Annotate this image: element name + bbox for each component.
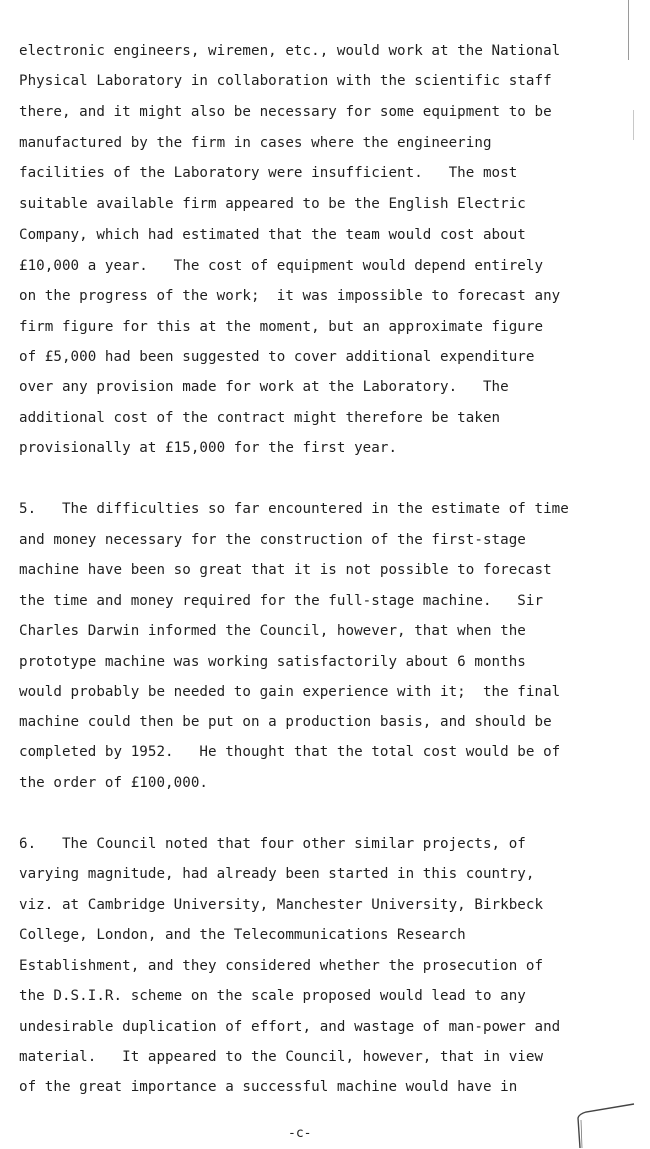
- text-line: machine could then be put on a production basis, and should be: [19, 714, 552, 730]
- text-line: of £5,000 had been suggested to cover additional expenditure: [19, 349, 535, 365]
- text-line: £10,000 a year. The cost of equipment would depend entirely: [19, 258, 544, 274]
- text-line: Company, which had estimated that the team would cost about: [19, 227, 526, 243]
- text-line: Charles Darwin informed the Council, however, that when the: [19, 623, 526, 639]
- text-line: facilities of the Laboratory were insufficient. The most: [19, 165, 518, 181]
- corner-bracket-mark: [572, 1100, 642, 1149]
- text-line: provisionally at £15,000 for the first year.: [19, 440, 398, 456]
- text-line: varying magnitude, had already been started in this country,: [19, 866, 535, 882]
- text-line: suitable available firm appeared to be the English Electric: [19, 196, 526, 212]
- text-line: the D.S.I.R. scheme on the scale proposed would lead to any: [19, 988, 526, 1004]
- text-line: material. It appeared to the Council, however, that in view: [19, 1049, 544, 1065]
- text-line: the order of £100,000.: [19, 775, 209, 791]
- scan-edge-mark: [628, 0, 629, 60]
- text-line: on the progress of the work; it was impossible to forecast any: [19, 288, 561, 304]
- text-line: would probably be needed to gain experience with it; the final: [19, 684, 561, 700]
- text-line: firm figure for this at the moment, but an approximate figure: [19, 319, 544, 335]
- text-line: machine have been so great that it is not possible to forecast: [19, 562, 552, 578]
- text-line: electronic engineers, wiremen, etc., would work at the National: [19, 43, 561, 59]
- text-line: the time and money required for the full-stage machine. Sir: [19, 593, 544, 609]
- text-line: over any provision made for work at the Laboratory. The: [19, 379, 509, 395]
- text-line: College, London, and the Telecommunications Research: [19, 927, 466, 943]
- text-line: completed by 1952. He thought that the total cost would be of: [19, 744, 561, 760]
- text-line: additional cost of the contract might therefore be taken: [19, 410, 501, 426]
- text-line: Establishment, and they considered whether the prosecution of: [19, 958, 544, 974]
- scan-edge-mark: [633, 110, 634, 140]
- text-line: and money necessary for the construction of the first-stage: [19, 532, 526, 548]
- text-line: viz. at Cambridge University, Manchester University, Birkbeck: [19, 897, 544, 913]
- text-line: Physical Laboratory in collaboration with the scientific staff: [19, 73, 552, 89]
- text-line: manufactured by the firm in cases where the engineering: [19, 135, 492, 151]
- page-number: -c-: [288, 1126, 312, 1141]
- text-line: undesirable duplication of effort, and wastage of man-power and: [19, 1019, 561, 1035]
- text-line: of the great importance a successful machine would have in: [19, 1079, 518, 1095]
- text-line: prototype machine was working satisfactorily about 6 months: [19, 654, 526, 670]
- text-line: there, and it might also be necessary for some equipment to be: [19, 104, 552, 120]
- text-line: 5. The difficulties so far encountered in the estimate of time: [19, 501, 569, 517]
- text-line: 6. The Council noted that four other similar projects, of: [19, 836, 526, 852]
